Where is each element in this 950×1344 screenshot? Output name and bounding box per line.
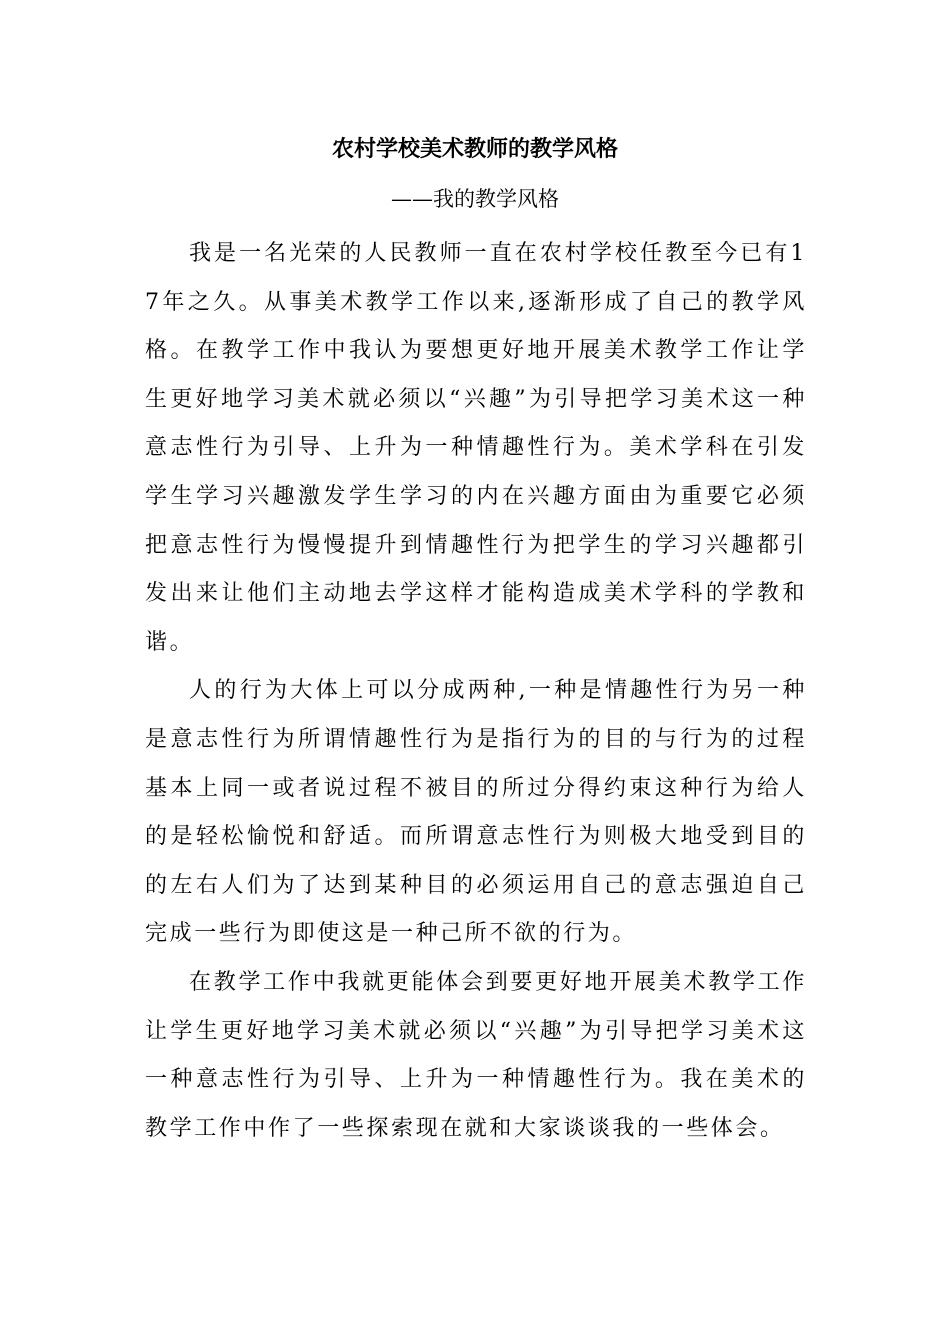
document-body (145, 230, 807, 1153)
document-subtitle: ——我的教学风格 (391, 187, 559, 211)
paragraph-2: 人的行为大体上可以分成两种,一种是情趣性行为另一种是意志性行为所谓情趣性行为是指行为的目的与行为的过程基本上同一或者说过程不被目的所过分得约束这种行为给人的是轻松愉悦和舒适。而所谓意志性行为则极大地受到目的的左右人们为了达到某种目的必须运用自己的意志强迫自己完成一些行为即使这是一种己所不欲的行为。 (145, 678, 807, 947)
document-title: 农村学校美术教师的教学风格 (331, 137, 618, 162)
paragraph-1: 我是一名光荣的人民教师一直在农村学校任教至今已有17年之久。从事美术教学工作以来,逐渐形成了自己的教学风格。在教学工作中我认为要想更好地开展美术教学工作让学生更好地学习美术就必须以“兴趣”为引导把学习美术这一种意志性行为引导、上升为一种情趣性行为。美术学科在引发学生学习兴趣激发学生学习的内在兴趣方面由为重要它必须把意志性行为慢慢提升到情趣性行为把学生的学习兴趣都引发出来让他们主动地去学这样才能构造成美术学科的学教和谐。 (145, 241, 807, 655)
paragraph-3: 在教学工作中我就更能体会到要更好地开展美术教学工作让学生更好地学习美术就必须以“兴趣”为引导把学习美术这一种意志性行为引导、上升为一种情趣性行为。我在美术的教学工作中作了一些探索现在就和大家谈谈我的一些体会。 (145, 969, 807, 1141)
